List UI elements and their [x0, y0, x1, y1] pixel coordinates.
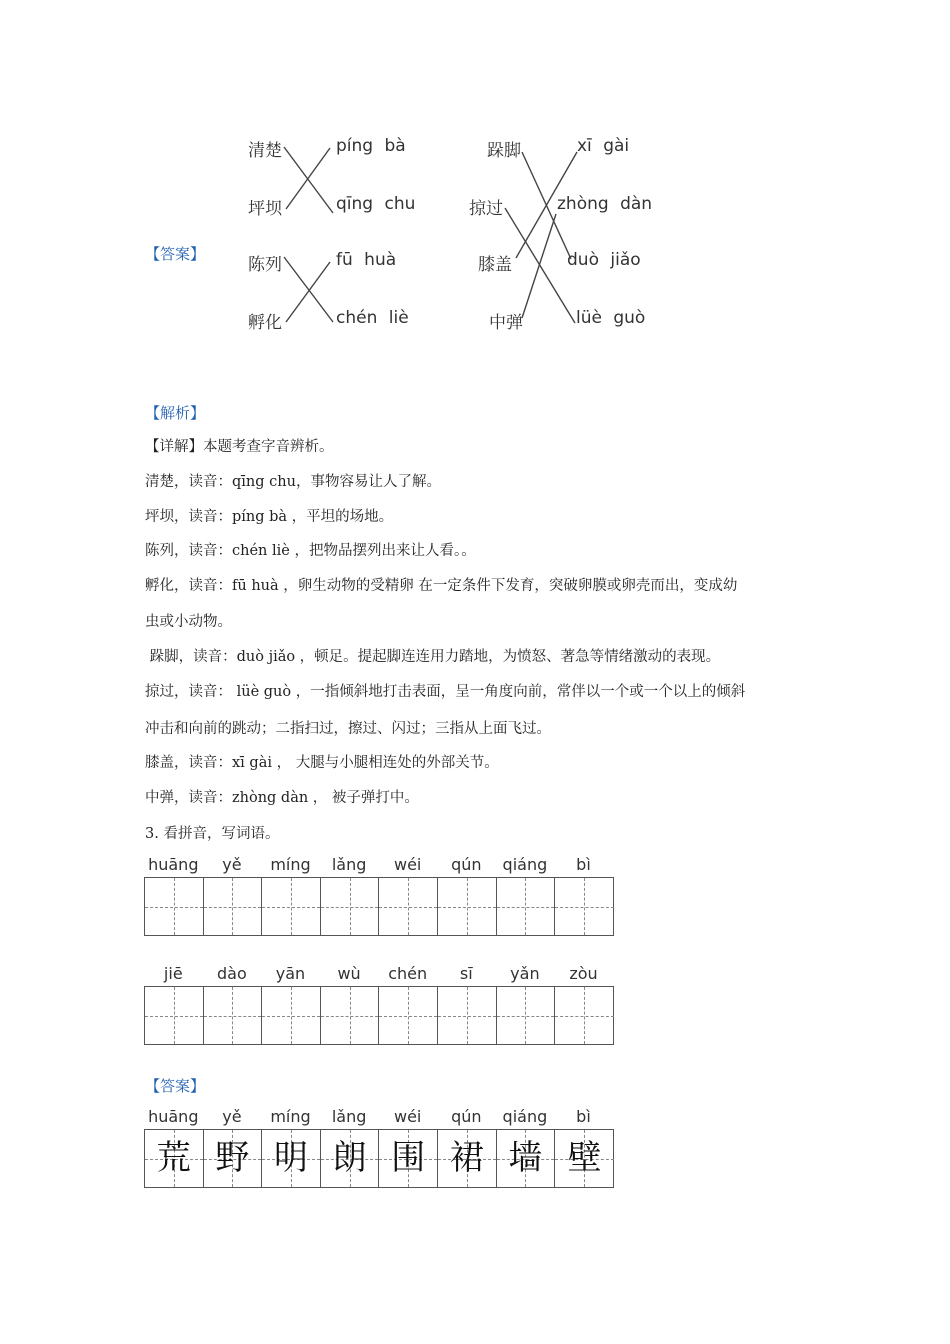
explanation-line: 坪坝，读音：píng bà ，平坦的场地。	[145, 509, 394, 525]
answer-pinyin-row	[144, 1107, 613, 1129]
match-pinyin: zhòng dàn	[557, 194, 653, 214]
grid-cell[interactable]	[497, 987, 556, 1044]
answer-char: 朗	[332, 1138, 367, 1178]
pinyin-label: dào	[217, 964, 247, 983]
explanation-line: 清楚，读音：qīng chu，事物容易让人了解。	[145, 474, 441, 490]
match-word: 孵化	[248, 313, 282, 333]
grid-cell[interactable]	[438, 878, 497, 935]
pinyin-label: huāng	[148, 855, 199, 874]
answer-grid	[144, 1129, 614, 1188]
match-word: 清楚	[248, 141, 282, 161]
pinyin-label: chén	[388, 964, 428, 983]
answer-cell	[555, 1130, 614, 1187]
grid-cell[interactable]	[321, 878, 380, 935]
answer-cell	[321, 1130, 380, 1187]
answer-char: 明	[273, 1138, 308, 1178]
match-line	[522, 214, 556, 318]
match-pinyin: qīng chu	[336, 194, 416, 214]
match-pinyin: lüè guò	[576, 308, 646, 328]
grid-cell[interactable]	[262, 878, 321, 935]
pinyin-label: yān	[275, 964, 306, 983]
grid-cell[interactable]	[555, 878, 614, 935]
pinyin-label: bì	[576, 1107, 591, 1126]
grid-cell[interactable]	[555, 987, 614, 1044]
answer-label: 【答案】	[145, 245, 206, 263]
explanation-line: 虫或小动物。	[145, 614, 232, 630]
analysis-label: 【解析】	[145, 404, 206, 422]
grid-cell[interactable]	[145, 987, 204, 1044]
pinyin-label: míng	[270, 1107, 311, 1126]
grid-cell[interactable]	[497, 878, 556, 935]
question-title: 3. 看拼音，写词语。	[145, 826, 280, 842]
match-word: 中弹	[489, 313, 523, 333]
pinyin-label: qiáng	[502, 855, 548, 874]
answer-label: 【答案】	[145, 1077, 206, 1095]
pinyin-label: wéi	[394, 1107, 422, 1126]
pinyin-label: wù	[337, 964, 361, 983]
match-pinyin: chén liè	[336, 308, 409, 328]
grid-cell[interactable]	[438, 987, 497, 1044]
pinyin-label: huāng	[148, 1107, 199, 1126]
pinyin-label: jiē	[163, 964, 183, 983]
grid-cell[interactable]	[379, 987, 438, 1044]
pinyin-label: qún	[451, 855, 482, 874]
match-pinyin: fū huà	[336, 250, 397, 270]
answer-cell	[379, 1130, 438, 1187]
explanation-block	[145, 437, 825, 817]
pinyin-label: lǎng	[331, 1107, 367, 1126]
match-pinyin: xī gài	[577, 136, 630, 156]
match-word: 坪坝	[248, 199, 282, 219]
pinyin-label: lǎng	[331, 855, 367, 874]
pinyin-label: míng	[270, 855, 311, 874]
grid-cell[interactable]	[204, 878, 263, 935]
match-line	[286, 262, 330, 322]
explanation-line: 【详解】本题考查字音辨析。	[145, 439, 334, 455]
answer-char: 野	[215, 1138, 250, 1178]
writing-grid-2[interactable]	[144, 986, 614, 1045]
grid-cell[interactable]	[204, 987, 263, 1044]
pinyin-label: wéi	[394, 855, 422, 874]
pinyin-label: yǎn	[510, 964, 540, 983]
explanation-line: 陈列，读音：chén liè ，把物品摆列出来让人看。。	[145, 543, 476, 559]
pinyin-label: yě	[222, 855, 242, 874]
pinyin-label: yě	[222, 1107, 242, 1126]
pinyin-row-2	[144, 964, 613, 986]
match-line	[284, 147, 333, 213]
grid-cell[interactable]	[321, 987, 380, 1044]
explanation-line: 冲击和向前的跳动；二指扫过，擦过、闪过；三指从上面飞过。	[145, 721, 551, 737]
match-word: 膝盖	[478, 255, 512, 275]
match-word: 跺脚	[487, 141, 521, 161]
match-line	[505, 208, 575, 323]
grid-cell[interactable]	[145, 878, 204, 935]
explanation-line: 膝盖，读音：xī gài ， 大腿与小腿相连处的外部关节。	[145, 755, 499, 771]
answer-cell	[497, 1130, 556, 1187]
answer-cell	[262, 1130, 321, 1187]
pinyin-label: sī	[459, 964, 473, 983]
pinyin-label: zòu	[569, 964, 598, 983]
explanation-line: 中弹，读音：zhòng dàn ， 被子弹打中。	[145, 790, 419, 806]
match-pinyin: píng bà	[336, 136, 406, 156]
match-word: 掠过	[469, 199, 503, 219]
answer-cell	[145, 1130, 204, 1187]
answer-cell	[438, 1130, 497, 1187]
answer-cell	[204, 1130, 263, 1187]
grid-cell[interactable]	[379, 878, 438, 935]
match-lines	[0, 0, 950, 360]
pinyin-label: qiáng	[502, 1107, 548, 1126]
explanation-line: 掠过，读音： lüè guò ，一指倾斜地打击表面，呈一角度向前，常伴以一个或一个以上的倾斜	[145, 684, 746, 700]
explanation-line: 孵化，读音：fū huà ，卵生动物的受精卵 在一定条件下发育，突破卵膜或卵壳而出，变成幼	[145, 578, 738, 594]
writing-grid-1[interactable]	[144, 877, 614, 936]
pinyin-row-1	[144, 855, 613, 877]
match-pinyin: duò jiǎo	[567, 250, 641, 270]
answer-char: 荒	[156, 1138, 191, 1178]
pinyin-label: qún	[451, 1107, 482, 1126]
grid-cell[interactable]	[262, 987, 321, 1044]
pinyin-label: bì	[576, 855, 591, 874]
answer-char: 裙	[449, 1138, 484, 1178]
answer-char: 壁	[567, 1138, 602, 1178]
match-word: 陈列	[248, 255, 282, 275]
answer-char: 墙	[508, 1138, 543, 1178]
answer-char: 围	[391, 1138, 426, 1178]
explanation-line: 跺脚，读音：duò jiǎo ，顿足。提起脚连连用力踏地，为愤怒、著急等情绪激动的表现。	[145, 649, 721, 665]
